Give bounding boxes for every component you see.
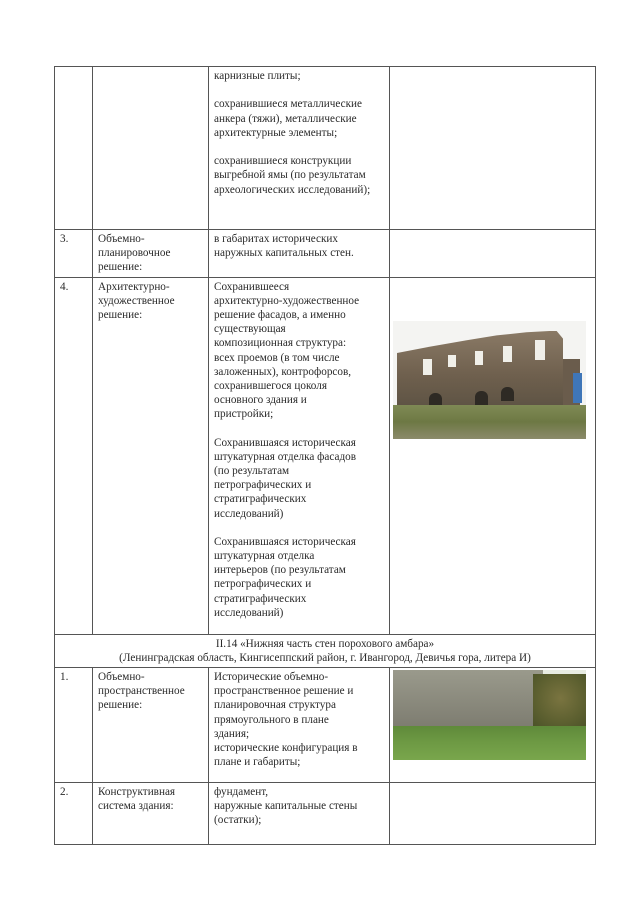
- row-number-cell: 2.: [55, 783, 93, 845]
- row-description-cell: [209, 783, 390, 845]
- row-description-cell: [209, 668, 390, 783]
- row-name-cell: [93, 67, 209, 230]
- row-name-text: Архитектурно- художественное решение:: [98, 280, 175, 322]
- row-photo-cell: [390, 668, 596, 783]
- row-name-cell: [93, 668, 209, 783]
- row-photo-cell: [390, 67, 596, 230]
- description-text: Сохранившаяся историческая штукатурная отделка интерьеров (по результатам петрографических и стратиграфических исследований): [214, 535, 356, 619]
- section-heading-cell: [55, 634, 596, 667]
- row-photo-cell: [390, 783, 596, 845]
- row-name-text: Объемно- пространственное решение:: [98, 671, 185, 712]
- description-text: Исторические объемно- пространственное решение и планировочная структура прямоугольного в плане здания; исторические конфигурация в плане и габариты;: [214, 671, 358, 769]
- building-ruin-photo: [393, 321, 586, 439]
- table-row: [55, 67, 596, 230]
- table-row: [55, 668, 596, 783]
- row-name-cell: [93, 277, 209, 634]
- row-number-cell: 3.: [55, 230, 93, 278]
- row-number-cell: 1.: [55, 668, 93, 783]
- row-number-cell: 4.: [55, 277, 93, 634]
- section-heading-row: [55, 634, 596, 667]
- row-photo-cell: [390, 230, 596, 278]
- row-photo-cell: [390, 277, 596, 634]
- row-description-cell: [209, 277, 390, 634]
- section-title: II.14 «Нижняя часть стен порохового амбара»: [215, 637, 435, 650]
- row-description-cell: [209, 230, 390, 278]
- row-name-text: Конструктивная система здания:: [98, 786, 176, 813]
- table-row: [55, 783, 596, 845]
- description-text: карнизные плиты; сохранившиеся металлические анкера (тяжи), металлические архитектурные элементы; сохранившиеся конструкции выгребной ямы (по результатам археологических исследований);: [214, 70, 371, 196]
- row-number-cell: [55, 67, 93, 230]
- section-subtitle: (Ленинградская область, Кингисеппский район, г. Ивангород, Девичья гора, литера И): [119, 651, 531, 664]
- row-name-text: Объемно- планировочное решение:: [98, 233, 171, 274]
- heritage-table: [54, 66, 596, 845]
- row-name-cell: [93, 783, 209, 845]
- table-row: [55, 230, 596, 278]
- row-description-cell: [209, 67, 390, 230]
- fortress-wall-photo: [393, 670, 586, 760]
- description-text: Сохранившаяся историческая штукатурная отделка фасадов (по результатам петрографических и стратиграфических исследований): [214, 436, 357, 520]
- description-text: Сохранившееся архитектурно-художественное решение фасадов, а именно существующая композиционная структура: всех проемов (в том числе заложенных), контрофорсов, сохранившегося цоколя основного здания и пристройки;: [214, 280, 360, 421]
- description-text: в габаритах исторических наружных капитальных стен.: [214, 233, 354, 260]
- description-text: фундамент, наружные капитальные стены (остатки);: [214, 786, 358, 827]
- row-name-cell: [93, 230, 209, 278]
- table-row: [55, 277, 596, 634]
